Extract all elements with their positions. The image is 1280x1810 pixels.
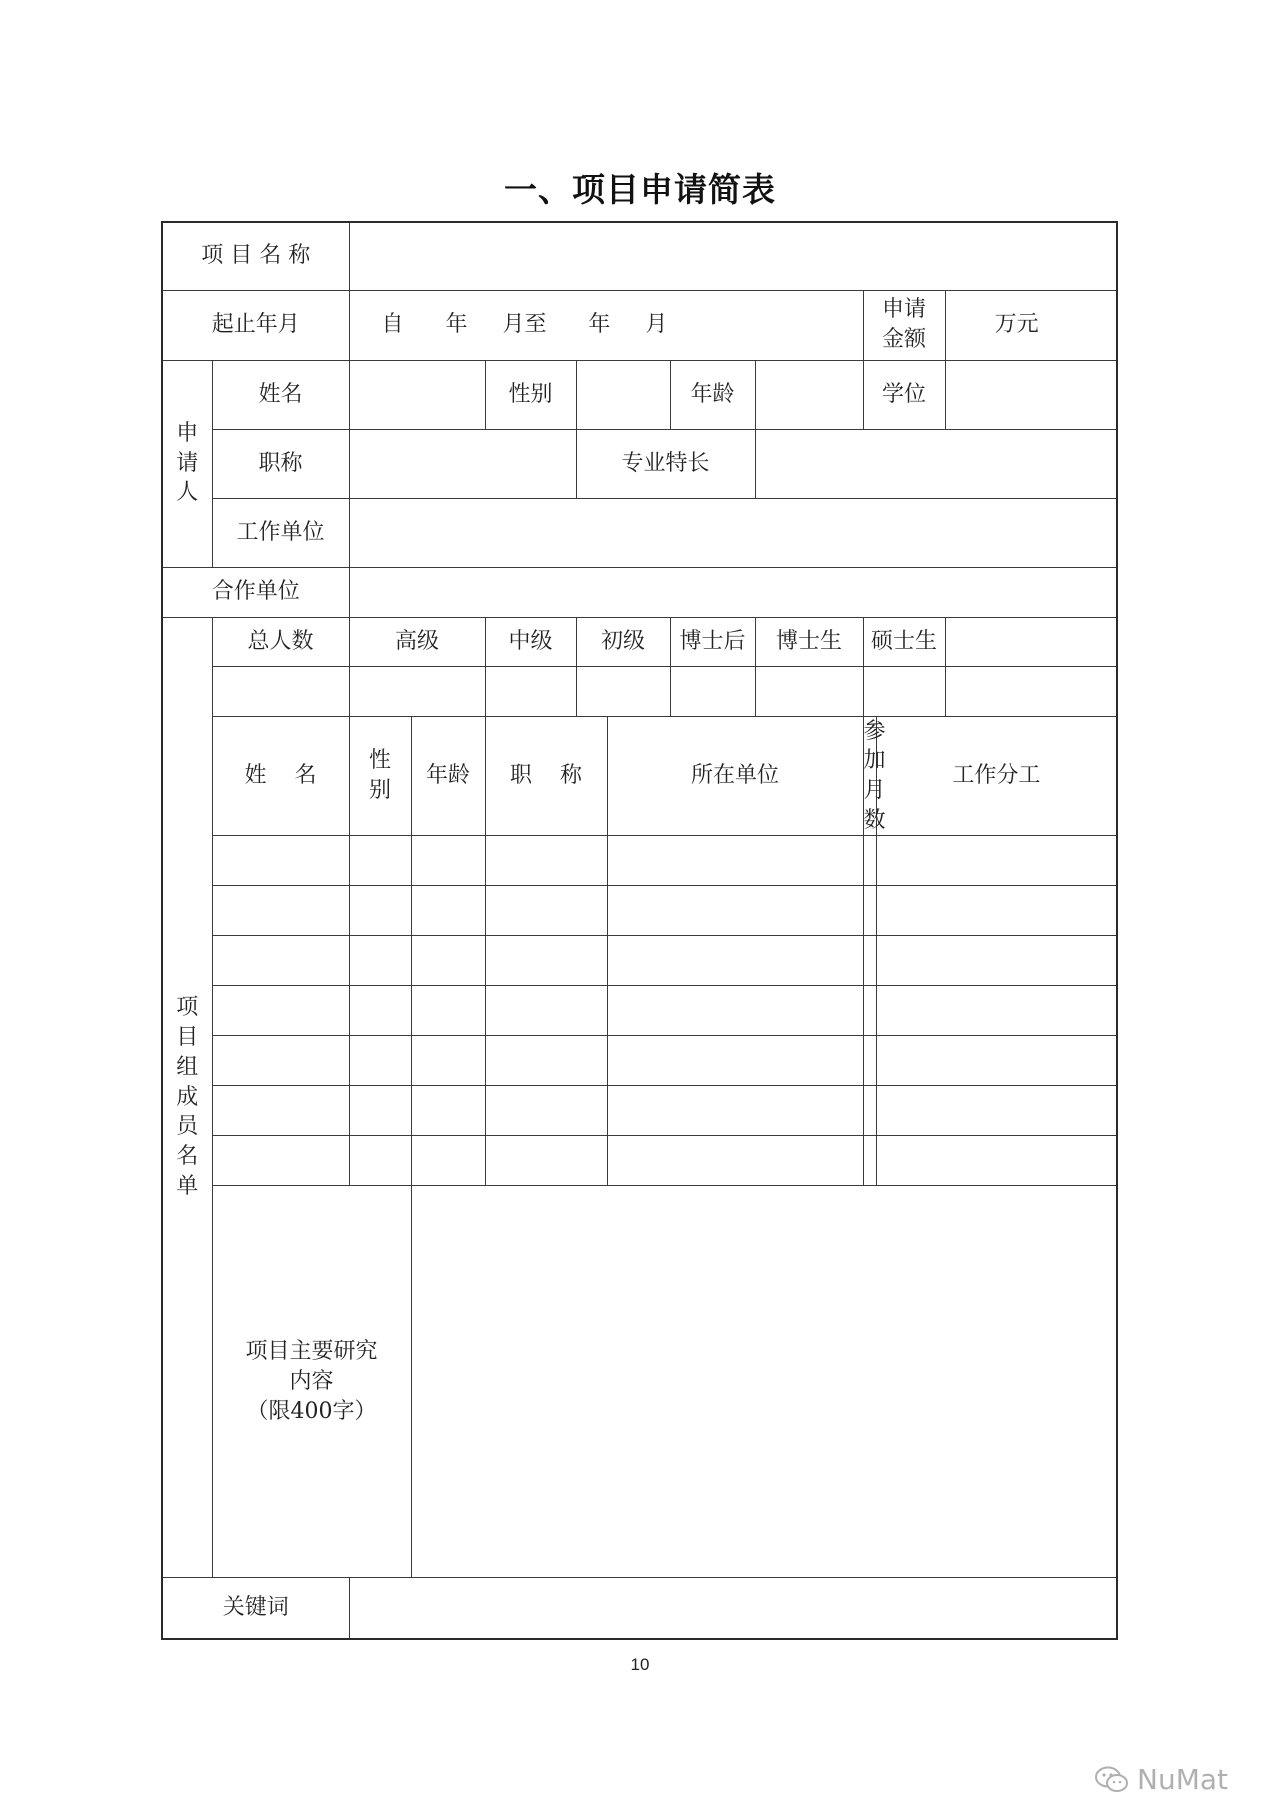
applicant-age-label: 年龄	[670, 360, 755, 429]
member-cell-duty[interactable]	[876, 886, 1117, 936]
members-side-char: 项	[176, 995, 199, 1021]
member-row	[162, 1136, 1117, 1186]
count-field-total[interactable]	[212, 666, 349, 716]
member-cell-age[interactable]	[411, 936, 485, 986]
specialty-field[interactable]	[755, 429, 1117, 498]
member-cell-gender[interactable]	[349, 886, 411, 936]
member-cell-months[interactable]	[863, 1086, 876, 1136]
member-cell-months[interactable]	[863, 1036, 876, 1086]
count-header-total: 总人数	[212, 617, 349, 666]
member-cell-gender[interactable]	[349, 836, 411, 886]
count-header-junior: 初级	[576, 617, 670, 666]
count-header-senior: 高级	[349, 617, 485, 666]
watermark-text: NuMat	[1137, 1763, 1228, 1796]
members-side-char: 成	[176, 1084, 199, 1110]
applicant-gender-field[interactable]	[576, 360, 670, 429]
member-cell-title[interactable]	[485, 986, 607, 1036]
members-side-char: 名	[176, 1143, 199, 1169]
count-field-junior[interactable]	[576, 666, 670, 716]
applicant-side-char: 请	[176, 450, 199, 476]
members-side-char: 单	[176, 1173, 199, 1199]
member-row	[162, 936, 1117, 986]
specialty-label: 专业特长	[576, 429, 755, 498]
member-cell-name[interactable]	[212, 986, 349, 1036]
member-cell-unit[interactable]	[607, 936, 863, 986]
members-side-label	[162, 617, 212, 1578]
member-header-title: 职 称	[485, 716, 607, 836]
member-header-months-line2: 月数	[863, 777, 886, 833]
period-label: 起止年月	[162, 290, 349, 360]
member-cell-gender[interactable]	[349, 1036, 411, 1086]
member-cell-months[interactable]	[863, 1136, 876, 1186]
count-header-extra	[945, 617, 1117, 666]
member-cell-unit[interactable]	[607, 1136, 863, 1186]
member-cell-age[interactable]	[411, 886, 485, 936]
applicant-age-field[interactable]	[755, 360, 863, 429]
partner-label: 合作单位	[162, 567, 349, 617]
member-row	[162, 1086, 1117, 1136]
applicant-name-field[interactable]	[349, 360, 485, 429]
member-header-unit: 所在单位	[607, 716, 863, 836]
member-cell-unit[interactable]	[607, 1036, 863, 1086]
member-row	[162, 986, 1117, 1036]
member-header-age: 年龄	[411, 716, 485, 836]
applicant-side-char: 人	[176, 480, 199, 506]
member-cell-unit[interactable]	[607, 836, 863, 886]
amount-label	[863, 290, 945, 360]
member-cell-duty[interactable]	[876, 986, 1117, 1036]
applicant-degree-field[interactable]	[945, 360, 1117, 429]
member-cell-name[interactable]	[212, 936, 349, 986]
member-cell-gender[interactable]	[349, 1086, 411, 1136]
amount-label-line1: 申请	[882, 297, 927, 323]
applicant-title-field[interactable]	[349, 429, 576, 498]
count-field-middle[interactable]	[485, 666, 576, 716]
members-side-char: 组	[176, 1054, 199, 1080]
partner-field[interactable]	[349, 567, 1117, 617]
member-cell-name[interactable]	[212, 886, 349, 936]
count-header-postdoc: 博士后	[670, 617, 755, 666]
members-side-char: 员	[176, 1114, 199, 1140]
member-header-gender-line2: 别	[369, 777, 392, 803]
applicant-title-label: 职称	[212, 429, 349, 498]
member-cell-months[interactable]	[863, 986, 876, 1036]
applicant-name-label: 姓名	[212, 360, 349, 429]
amount-label-line2: 金额	[882, 327, 927, 352]
research-label-line3: （限400字）	[246, 1398, 377, 1424]
applicant-side-label	[162, 360, 212, 567]
member-cell-title[interactable]	[485, 936, 607, 986]
count-field-senior[interactable]	[349, 666, 485, 716]
member-header-months-line1: 参加	[863, 718, 886, 774]
count-header-phd: 博士生	[755, 617, 863, 666]
period-field[interactable]: 自 年 月至 年 月	[349, 290, 863, 360]
keywords-field[interactable]	[349, 1578, 1117, 1639]
application-form	[161, 221, 1118, 1640]
member-cell-name[interactable]	[212, 836, 349, 886]
member-cell-name[interactable]	[212, 1086, 349, 1136]
member-cell-title[interactable]	[485, 1086, 607, 1136]
project-name-field[interactable]	[349, 222, 1117, 290]
count-field-master[interactable]	[863, 666, 945, 716]
member-cell-age[interactable]	[411, 1036, 485, 1086]
member-row	[162, 836, 1117, 886]
member-cell-gender[interactable]	[349, 1136, 411, 1186]
page-title: 一、项目申请简表	[504, 170, 776, 209]
member-cell-name[interactable]	[212, 1136, 349, 1186]
count-field-phd[interactable]	[755, 666, 863, 716]
member-cell-months[interactable]	[863, 936, 876, 986]
member-cell-gender[interactable]	[349, 986, 411, 1036]
workplace-field[interactable]	[349, 498, 1117, 567]
member-cell-duty[interactable]	[876, 1136, 1117, 1186]
count-header-middle: 中级	[485, 617, 576, 666]
member-cell-duty[interactable]	[876, 1086, 1117, 1136]
research-field[interactable]	[411, 1186, 1117, 1578]
member-header-duty: 工作分工	[876, 716, 1117, 836]
research-label-line2: 内容	[289, 1368, 334, 1394]
member-row	[162, 886, 1117, 936]
member-cell-duty[interactable]	[876, 836, 1117, 886]
member-header-gender	[349, 716, 411, 836]
count-field-postdoc[interactable]	[670, 666, 755, 716]
project-name-label: 项 目 名 称	[162, 222, 349, 290]
members-side-char: 目	[176, 1025, 199, 1051]
count-field-extra[interactable]	[945, 666, 1117, 716]
workplace-label: 工作单位	[212, 498, 349, 567]
applicant-degree-label: 学位	[863, 360, 945, 429]
research-label-line1: 项目主要研究	[245, 1339, 378, 1365]
applicant-gender-label: 性别	[485, 360, 576, 429]
member-cell-title[interactable]	[485, 886, 607, 936]
applicant-side-char: 申	[176, 420, 199, 446]
member-cell-months[interactable]	[863, 886, 876, 936]
watermark	[1095, 1763, 1228, 1796]
member-cell-gender[interactable]	[349, 936, 411, 986]
member-header-gender-line1: 性	[369, 748, 392, 774]
member-cell-title[interactable]	[485, 836, 607, 886]
member-cell-months[interactable]	[863, 836, 876, 886]
member-cell-age[interactable]	[411, 1086, 485, 1136]
member-cell-name[interactable]	[212, 1036, 349, 1086]
member-cell-unit[interactable]	[607, 1086, 863, 1136]
member-cell-title[interactable]	[485, 1136, 607, 1186]
research-label	[212, 1186, 411, 1578]
member-cell-age[interactable]	[411, 836, 485, 886]
member-cell-title[interactable]	[485, 1036, 607, 1086]
member-cell-duty[interactable]	[876, 936, 1117, 986]
member-header-name: 姓 名	[212, 716, 349, 836]
amount-field[interactable]: 万元	[945, 290, 1117, 360]
count-header-master: 硕士生	[863, 617, 945, 666]
member-cell-age[interactable]	[411, 1136, 485, 1186]
member-cell-age[interactable]	[411, 986, 485, 1036]
page-number: 10	[630, 1655, 650, 1674]
wechat-icon	[1095, 1766, 1129, 1794]
member-row	[162, 1036, 1117, 1086]
member-cell-unit[interactable]	[607, 986, 863, 1036]
member-cell-duty[interactable]	[876, 1036, 1117, 1086]
keywords-label: 关键词	[162, 1578, 349, 1639]
member-cell-unit[interactable]	[607, 886, 863, 936]
member-header-months	[863, 716, 886, 836]
